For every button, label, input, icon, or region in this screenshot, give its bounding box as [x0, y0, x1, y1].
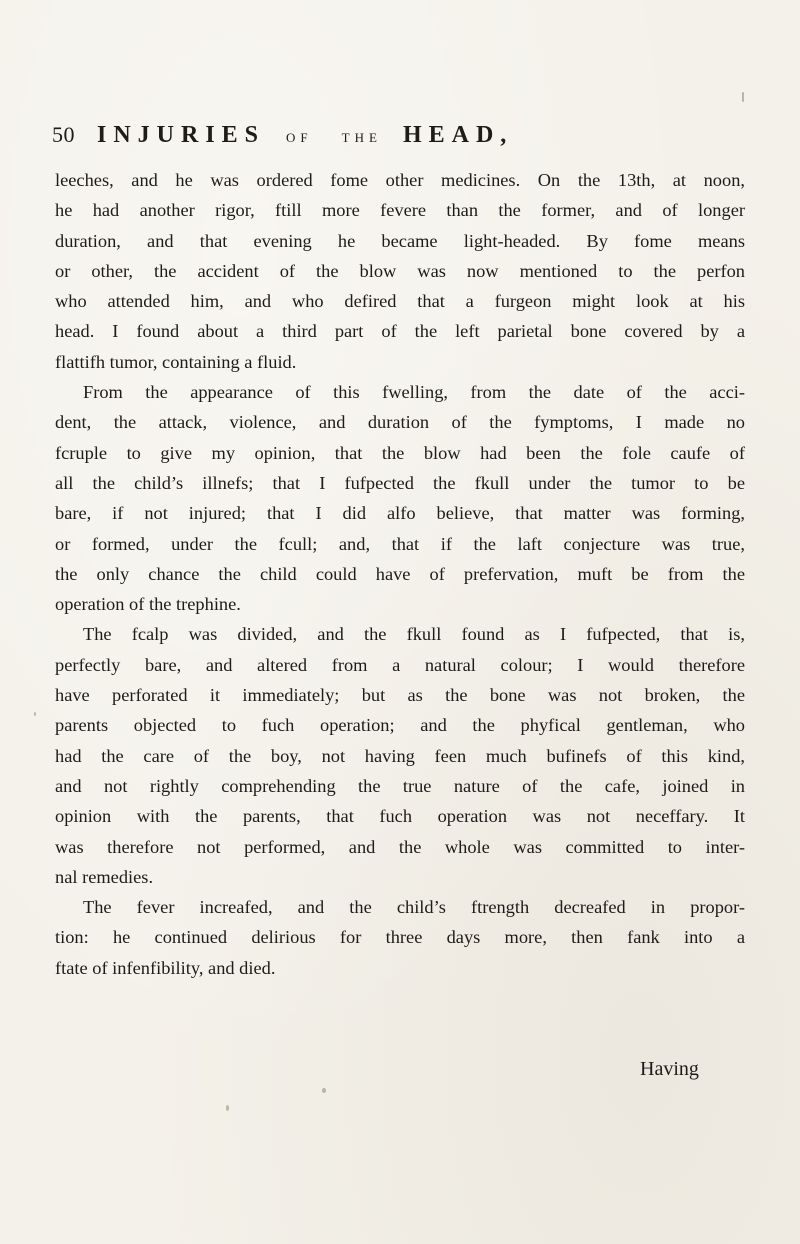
text-line: dent, the attack, violence, and duration of the fymptoms, I made no — [55, 412, 745, 433]
text-line: nal remedies. — [55, 866, 154, 887]
text-line: The fever increafed, and the child’s ftrength decreafed in propor- — [83, 897, 745, 918]
text-line: all the child’s illnefs; that I fufpected the fkull under the tumor to be — [55, 472, 745, 493]
text-line: The fcalp was divided, and the fkull found as I fufpected, that is, — [83, 624, 745, 645]
text-line: and not rightly comprehending the true nature of the cafe, joined in — [55, 775, 745, 796]
paper-speck — [742, 92, 744, 102]
text-line: bare, if not injured; that I did alfo believe, that matter was forming, — [55, 503, 745, 524]
text-line: parents objected to fuch operation; and the phyfical gentleman, who — [55, 715, 745, 736]
text-line: who attended him, and who defired that a furgeon might look at his — [55, 291, 745, 312]
text-line: had the care of the boy, not having feen much bufinefs of this kind, — [55, 745, 745, 766]
text-line: the only chance the child could have of prefervation, muft be from the — [55, 563, 745, 584]
body-text — [55, 165, 745, 983]
page-number: 50 — [52, 122, 75, 147]
text-line: flattifh tumor, containing a fluid. — [55, 351, 297, 372]
text-line: opinion with the parents, that fuch operation was not neceffary. It — [55, 806, 745, 827]
text-line: have perforated it immediately; but as the bone was not broken, the — [55, 685, 745, 706]
text-line: duration, and that evening he became light-headed. By fome means — [55, 230, 745, 251]
text-line: leeches, and he was ordered fome other medicines. On the 13th, at noon, — [55, 170, 745, 190]
running-header — [52, 122, 752, 162]
running-title-of: OF — [286, 130, 313, 145]
text-line: he had another rigor, ftill more fevere than the former, and of longer — [55, 200, 745, 221]
running-title — [97, 122, 513, 149]
paper-speck — [322, 1088, 326, 1093]
text-line: or other, the accident of the blow was now mentioned to the perfon — [55, 260, 745, 281]
text-line: was therefore not performed, and the whole was committed to inter- — [55, 836, 745, 857]
text-line: fcruple to give my opinion, that the blow had been the fole caufe of — [55, 442, 745, 463]
text-line: tion: he continued delirious for three days more, then fank into a — [55, 927, 745, 948]
running-title-main: INJURIES — [97, 122, 266, 148]
text-line: ftate of infenfibility, and died. — [55, 957, 276, 978]
text-line: head. I found about a third part of the left parietal bone covered by a — [55, 321, 745, 342]
text-line: or formed, under the fcull; and, that if the laft conjecture was true, — [55, 533, 745, 554]
catchword: Having — [640, 1058, 699, 1080]
paper-speck — [34, 712, 36, 716]
text-line: perfectly bare, and altered from a natural colour; I would therefore — [55, 654, 745, 675]
running-title-end: HEAD, — [402, 122, 514, 148]
text-line: operation of the trephine. — [55, 594, 241, 615]
text-line: From the appearance of this fwelling, from the date of the acci- — [83, 382, 745, 403]
paper-speck — [226, 1105, 229, 1111]
running-title-the: THE — [341, 130, 382, 145]
